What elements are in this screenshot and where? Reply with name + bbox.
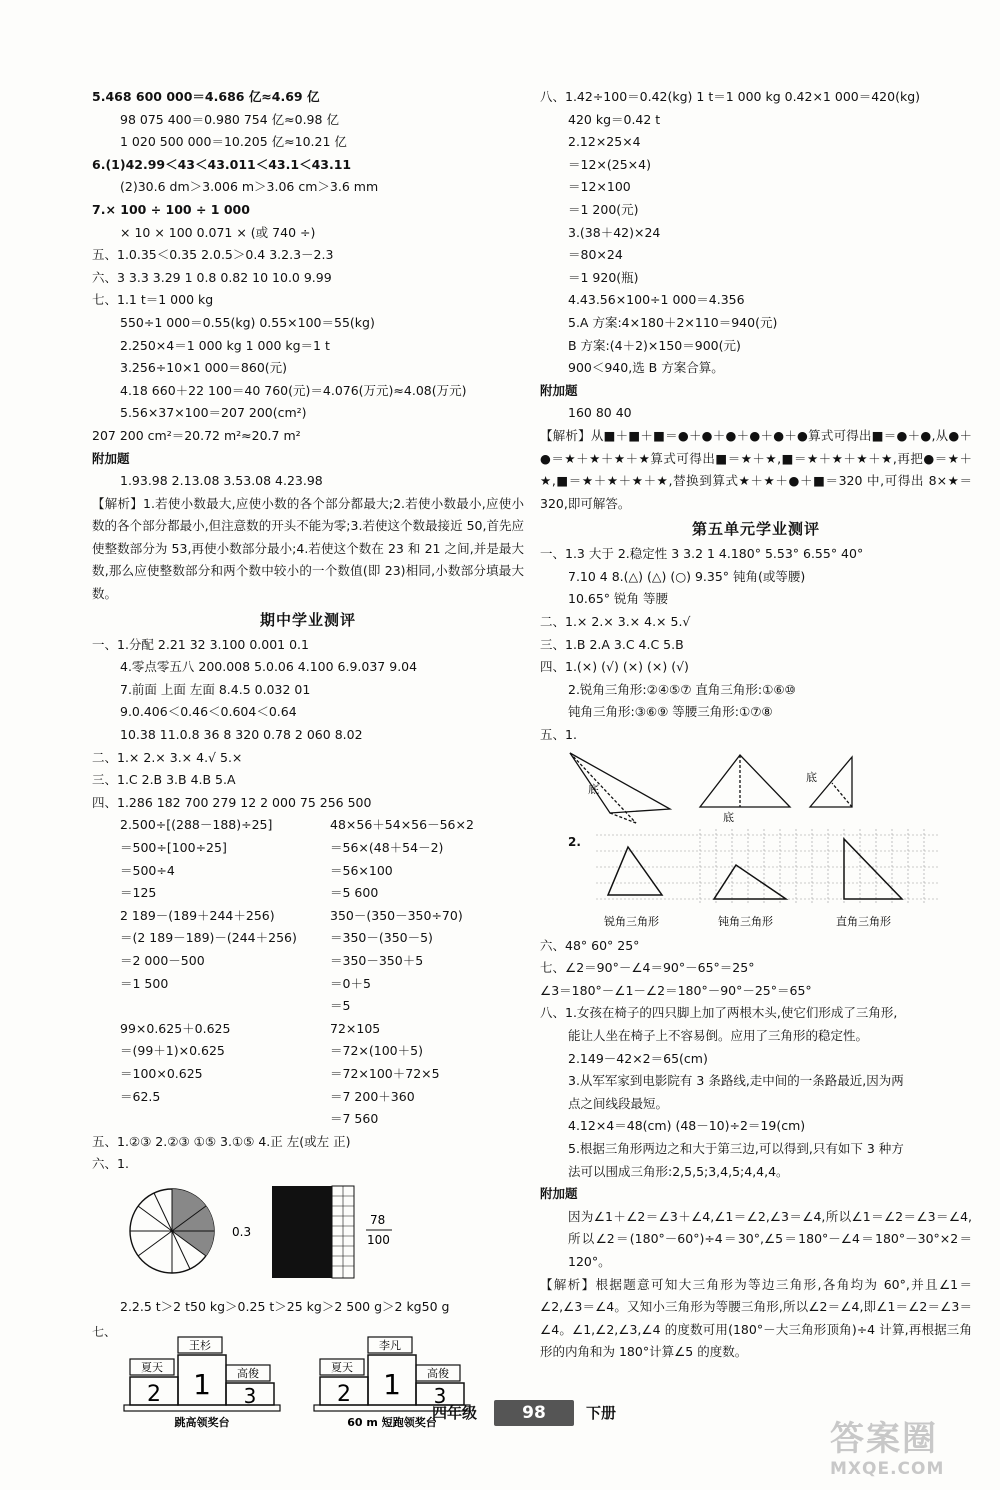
podium1-first-name: 王杉 [189, 1338, 211, 1352]
answer-line: ＝7 560 [330, 1111, 379, 1127]
answer-line: 1 020 500 000＝10.205 亿≈10.21 亿 [120, 134, 347, 150]
footer-grade: 四年级 [432, 1404, 478, 1422]
caption-acute: 锐角三角形 [604, 914, 659, 928]
watermark-url: MXQE.COM [830, 1459, 945, 1479]
answer-line: 八、1.女孩在椅子的四只脚上加了两根木头,使它们形成了三角形, [540, 1005, 898, 1021]
hundred-grid-figure [272, 1186, 354, 1278]
answer-line: 四、1.(×) (√) (×) (×) (√) [540, 659, 689, 675]
right-column [540, 86, 972, 1364]
answer-line: ＝5 600 [330, 885, 379, 901]
left-column [92, 86, 524, 1429]
answer-line: 三、1.C 2.B 3.B 4.B 5.A [92, 772, 236, 788]
podium1-rank-2: 2 [147, 1381, 161, 1407]
answer-line: 2.149－42×2＝65(cm) [568, 1050, 708, 1066]
midterm-answers-block [92, 634, 524, 815]
answer-line: ＝2 000－500 [120, 952, 205, 968]
extra-question-answer: 因为∠1＋∠2＝∠3＋∠4,∠1＝∠2,∠3＝∠4,所以∠1＝∠2＝∠3＝∠4,所以∠2＝(180°－60°)÷4＝30°,∠5＝180°－∠4＝180°－30°×2＝120°。 [568, 1208, 972, 1269]
answer-line: 五、1.0.35＜0.35 2.0.5＞0.4 3.2.3－2.3 [92, 247, 334, 263]
answer-line: 五、1. [540, 727, 577, 743]
podium2-rank-3: 3 [433, 1383, 447, 1408]
answer-line: ＝0＋5 [330, 975, 371, 991]
answer-line: ＝(99＋1)×0.625 [120, 1043, 225, 1059]
answer-line: 2.250×4＝1 000 kg 1 000 kg＝1 t [120, 337, 330, 353]
answer-line: 六、48° 60° 25° [540, 937, 640, 953]
acute-triangle [608, 847, 662, 895]
watermark-title: 答案圈 [830, 1419, 938, 1459]
triangle2-base-label: 底 [723, 810, 734, 824]
answer-line: ＝500÷[100÷25] [120, 840, 227, 855]
answer-line: 七、∠2＝90°－∠4＝90°－65°＝25° [540, 960, 755, 976]
triangle3-base-label: 底 [806, 770, 817, 784]
triangle-height-svg [540, 747, 972, 825]
answer-line: ＝12×(25×4) [568, 156, 651, 172]
answer-line: ＝7 200＋360 [330, 1088, 415, 1104]
answer-line: 2.2.5 t＞2 t50 kg＞0.25 t＞25 kg＞2 500 g＞2 kg50 g [120, 1298, 450, 1314]
podium1-second-name: 夏天 [141, 1360, 163, 1374]
answer-line: 99×0.625＋0.625 [120, 1020, 231, 1036]
answer-line: 3.从军军家到电影院有 3 条路线,走中间的一条路最近,因为两 [568, 1073, 904, 1089]
fraction-figures-svg [92, 1176, 524, 1296]
podium1-rank-3: 3 [243, 1383, 257, 1408]
answer-line: 2 189－(189＋244＋256) [120, 907, 275, 923]
podium1-rank-1: 1 [193, 1367, 211, 1401]
podium2-third-name: 高俊 [427, 1366, 449, 1380]
section-title-midterm: 期中学业测评 [259, 610, 356, 629]
answer-line: 2.锐角三角形:②④⑤⑦ 直角三角形:①⑥⑩ [568, 681, 796, 697]
answer-line: 350－(350－350÷70) [330, 907, 463, 923]
answer-line: 420 kg＝0.42 t [568, 111, 661, 127]
answer-line: 5.根据三角形两边之和大于第三边,可以得到,只有如下 3 种方 [568, 1140, 904, 1156]
right-answers-block-3 [540, 935, 972, 1206]
page-number: 98 [494, 1400, 574, 1426]
pie-circle-figure [130, 1189, 214, 1273]
answer-line: 钝角三角形:③⑥⑨ 等腰三角形:①⑦⑧ [568, 704, 773, 720]
watermark-logo [830, 1420, 990, 1486]
answer-line: 2.500÷[(288－188)÷25] [120, 817, 273, 833]
answer-line: 一、1.分配 2.21 32 3.100 0.001 0.1 [92, 636, 309, 652]
answer-line: ＝1 500 [120, 975, 169, 991]
answer-line: 点之间线段最短。 [568, 1095, 669, 1111]
triangle-figure-2 [700, 755, 790, 807]
answer-line: 10.38 11.0.8 36 8 320 0.78 2 060 8.02 [120, 727, 363, 743]
answer-line: 160 80 40 [568, 405, 632, 421]
answer-line: 4.18 660＋22 100＝40 760(元)＝4.076(万元)≈4.08(万元) [120, 382, 467, 398]
fraction-figures [92, 1176, 524, 1296]
answer-line: 7.10 4 8.(△) (△) (○) 9.35° 钝角(或等腰) [568, 568, 806, 584]
left-answers-block-3 [92, 1131, 524, 1176]
answer-line: 72×105 [330, 1020, 381, 1036]
answer-line: ＝72×100＋72×5 [330, 1065, 440, 1081]
answer-line: 附加题 [92, 450, 130, 466]
answer-line: ＝56×100 [330, 862, 393, 878]
answer-line: 550÷1 000＝0.55(kg) 0.55×100＝55(kg) [120, 314, 375, 330]
answer-line: 207 200 cm²＝20.72 m²≈20.7 m² [92, 427, 301, 443]
triangle-height-figures [540, 747, 972, 825]
answer-line: ＝5 [330, 998, 351, 1014]
podium2-second-name: 夏天 [331, 1360, 353, 1374]
podium2-rank-1: 1 [383, 1367, 401, 1401]
answer-line: × 10 × 100 0.071 × (或 740 ÷) [120, 224, 316, 240]
answer-line: 三、1.B 2.A 3.C 4.C 5.B [540, 636, 684, 652]
answer-line: 7.× 100 ÷ 100 ÷ 1 000 [92, 201, 250, 217]
answer-line: ＝100×0.625 [120, 1065, 203, 1081]
answer-line: 四、1.286 182 700 279 12 2 000 75 256 500 [92, 794, 372, 810]
answer-line: 5.468 600 000＝4.686 亿≈4.69 亿 [92, 89, 320, 104]
answer-line: ＝1 920(瓶) [568, 269, 639, 285]
right-analysis-2: 【解析】根据题意可知大三角形为等边三角形,各角均为 60°,并且∠1＝∠2,∠3＝∠4。又知小三角形为等腰三角形,所以∠2＝∠4,即∠1＝∠2＝∠3＝∠4。∠1,∠2,∠3,∠4 的度数可用(180°－大三角形顶角)÷4 计算,再根据三角形的内角和为 180°计算∠5 的度数。 [540, 1276, 972, 1360]
left-analysis-1: 【解析】1.若使小数最大,应使小数的各个部分都最大;2.若使小数最小,应使小数的各个部分都最小,但注意数的开头不能为零;3.若使这个数最接近 50,首先应使整数部分为 53,再使小数部分最小;4.若使这个数在 23 和 21 之间,并是最大数,那么应使整数部分和两个数中较小的一个数值(即 23)相同,小数部分填最大数。 [92, 495, 524, 602]
answer-line: 一、1.3 大于 2.稳定性 3 3.2 1 4.180° 5.53° 6.55° 40° [540, 546, 864, 562]
answer-line: 7.前面 上面 左面 8.4.5 0.032 01 [120, 681, 311, 697]
answer-line: ＝62.5 [120, 1088, 161, 1104]
answer-line [92, 1108, 302, 1131]
fraction-value-1: 0.3 [232, 1224, 252, 1239]
answer-line: 4.零点零五八 200.008 5.0.06 4.100 6.9.037 9.04 [120, 659, 418, 675]
answer-line: 附加题 [540, 1186, 578, 1202]
answer-line: 48×56＋54×56－56×2 [330, 817, 474, 833]
answer-line: 98 075 400＝0.980 754 亿≈0.98 亿 [120, 111, 339, 127]
answer-line: 10.65° 锐角 等腰 [568, 591, 668, 607]
caption-obtuse: 钝角三角形 [718, 914, 773, 928]
answer-line: 3.256÷10×1 000＝860(元) [120, 360, 288, 376]
answer-line: 6.(1)42.99＜43＜43.011＜43.1＜43.11 [92, 156, 352, 172]
calculation-grid [92, 814, 524, 1130]
answer-line: 3.(38＋42)×24 [568, 224, 661, 240]
triangle1-base-label: 底 [588, 782, 599, 796]
podium2-caption: 60 m 短跑领奖台 [347, 1415, 437, 1429]
answer-line: 能让人坐在椅子上不容易倒。应用了三角形的稳定性。 [568, 1028, 869, 1043]
answer-line: 六、1. [92, 1156, 129, 1172]
answer-line [92, 995, 302, 1018]
answer-line: ∠3＝180°－∠1－∠2＝180°－90°－25°＝65° [540, 982, 812, 998]
answer-line: ＝72×(100＋5) [330, 1043, 423, 1059]
answer-line: 二、1.× 2.× 3.× 4.× 5.√ [540, 614, 691, 630]
answer-line: 900＜940,选 B 方案合算。 [568, 360, 724, 376]
answer-line: B 方案:(4＋2)×150＝900(元) [568, 337, 741, 353]
answer-line: 4.12×4＝48(cm) (48－10)÷2＝19(cm) [568, 1118, 806, 1134]
answer-line: 4.43.56×100÷1 000＝4.356 [568, 292, 745, 308]
answer-line: ＝(2 189－189)－(244＋256) [120, 930, 297, 946]
question-2-label: 2. [568, 834, 581, 849]
answer-line: ＝1 200(元) [568, 201, 639, 217]
answer-line: 法可以围成三角形:2,5,5;3,4,5;4,4,4。 [568, 1163, 789, 1179]
answer-line: ＝80×24 [568, 247, 623, 263]
unit5-answers-block [540, 543, 972, 746]
answer-line: 5.56×37×100＝207 200(cm²) [120, 405, 307, 421]
answer-line: ＝12×100 [568, 179, 631, 195]
answer-line: ＝350－(350－5) [330, 930, 433, 946]
answer-line: 1.93.98 2.13.08 3.53.08 4.23.98 [120, 473, 323, 489]
answer-line: 2.12×25×4 [568, 134, 641, 150]
podium2-first-name: 李凡 [379, 1338, 401, 1352]
answer-line: 9.0.406＜0.46＜0.604＜0.64 [120, 704, 297, 720]
podium1-third-name: 高俊 [237, 1366, 259, 1380]
grid-triangles-svg [540, 825, 972, 935]
obtuse-triangle [714, 865, 786, 899]
right-answers-block-1 [540, 86, 972, 425]
right-analysis-1: 【解析】从■＋■＋■＝●＋●＋●＋●＋●＋●算式可得出■＝●＋●,从●＋●＝★＋★＋★＋★算式可得出■＝★＋★,■＝★＋★＋★＋★,再把●＝★＋★,■＝★＋★＋★＋★,替换到算式★＋★＋●＋■＝320 中,可得出 8×★＝320,即可解答。 [540, 427, 972, 511]
answer-line: 附加题 [540, 382, 578, 398]
answer-line: ＝56×(48＋54－2) [330, 840, 444, 855]
answer-line: 二、1.× 2.× 3.× 4.√ 5.× [92, 749, 243, 765]
answer-line: 5.A 方案:4×180＋2×110＝940(元) [568, 314, 778, 330]
right-triangle [844, 839, 902, 899]
grid-triangle-figures [540, 825, 972, 935]
fraction-denominator: 100 [367, 1232, 390, 1247]
triangle-figure-1 [570, 753, 670, 823]
fraction-numerator: 78 [370, 1212, 386, 1227]
left-answers-block-4 [92, 1296, 524, 1319]
calculation-column-left [92, 814, 302, 1130]
answer-line: 六、3 3.3 3.29 1 0.8 0.82 10 10.0 9.99 [92, 269, 332, 285]
caption-right: 直角三角形 [836, 914, 891, 928]
answer-line: ＝125 [120, 885, 157, 901]
question-7-label: 七、 [92, 1324, 117, 1339]
section-title-unit5: 第五单元学业测评 [691, 520, 820, 539]
podium1-caption: 跳高领奖台 [174, 1415, 230, 1429]
answer-line: (2)30.6 dm＞3.006 m＞3.06 cm＞3.6 mm [120, 179, 379, 195]
answer-line: 五、1.②③ 2.②③ ①⑤ 3.①⑤ 4.正 左(或左 正) [92, 1133, 351, 1149]
answer-line: ＝350－350＋5 [330, 952, 424, 968]
calculation-column-right [302, 814, 512, 1130]
answer-line: ＝500÷4 [120, 862, 175, 878]
podium2-rank-2: 2 [337, 1381, 351, 1407]
answer-line: 七、1.1 t＝1 000 kg [92, 292, 214, 308]
left-answers-block-1 [92, 86, 524, 493]
dotted-grid [596, 829, 940, 903]
answer-line: 八、1.42÷100＝0.42(kg) 1 t＝1 000 kg 0.42×1 000＝420(kg) [540, 89, 921, 104]
footer-volume: 下册 [586, 1404, 617, 1422]
